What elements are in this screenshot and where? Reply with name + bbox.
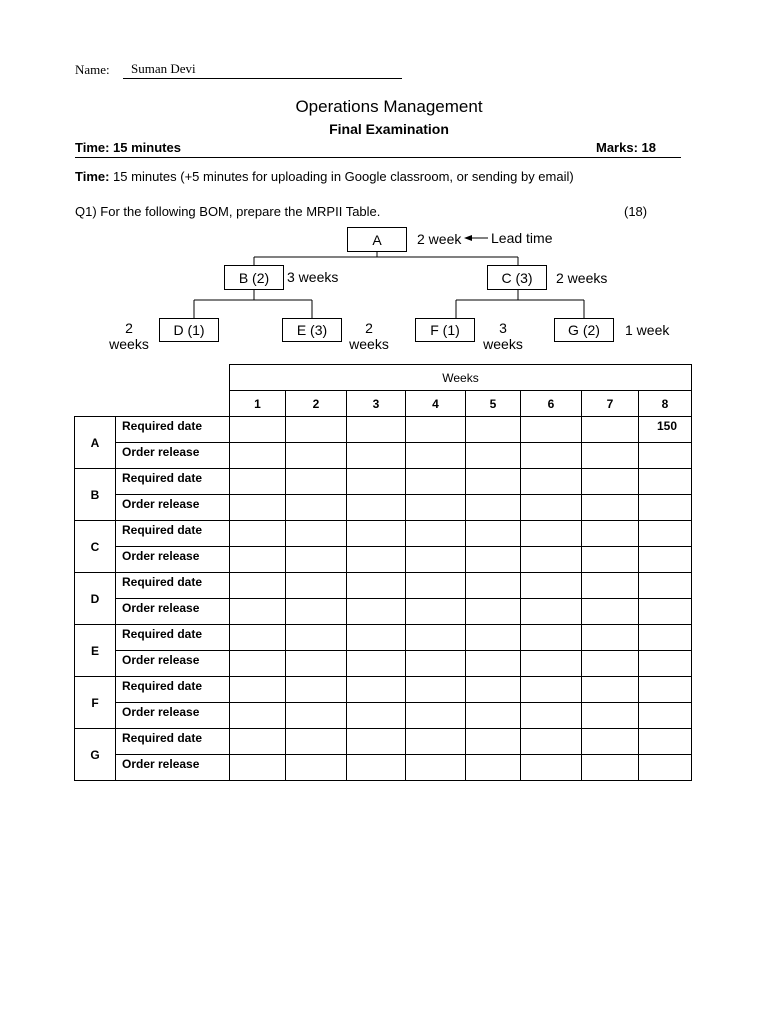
bom-node-b-label: B (2) [238, 269, 270, 286]
order-release-cell[interactable] [406, 599, 466, 625]
required-date-cell[interactable] [406, 677, 466, 703]
week-number: 4 [406, 391, 466, 417]
required-date-cell[interactable] [639, 469, 692, 495]
order-release-cell[interactable] [406, 443, 466, 469]
order-release-cell[interactable] [582, 755, 639, 781]
order-release-cell[interactable] [230, 755, 286, 781]
weeks-header-row [75, 365, 692, 391]
order-release-cell[interactable] [286, 651, 347, 677]
order-release-label: Order release [116, 599, 230, 625]
order-release-cell[interactable] [639, 443, 692, 469]
marks-label: Marks: 18 [596, 140, 656, 155]
order-release-cell[interactable] [466, 547, 521, 573]
bom-lead-time-b: 3 weeks [287, 269, 339, 285]
time-instruction-text: 15 minutes (+5 minutes for uploading in Google classroom, or sending by email) [109, 169, 574, 184]
bom-node-g [554, 318, 614, 342]
order-release-row [75, 599, 692, 625]
week-number: 6 [521, 391, 582, 417]
required-date-cell[interactable] [521, 417, 582, 443]
item-cell: C [75, 521, 116, 573]
required-date-cell[interactable] [521, 573, 582, 599]
order-release-cell[interactable] [347, 599, 406, 625]
bom-node-d [159, 318, 219, 342]
required-date-cell[interactable] [466, 677, 521, 703]
bom-lead-time-e [344, 320, 394, 352]
required-date-label: Required date [116, 417, 230, 443]
required-date-cell[interactable] [230, 521, 286, 547]
required-date-cell[interactable] [230, 625, 286, 651]
required-date-cell[interactable] [347, 417, 406, 443]
required-date-row [75, 417, 692, 443]
order-release-cell[interactable] [521, 599, 582, 625]
order-release-cell[interactable] [230, 547, 286, 573]
order-release-cell[interactable] [582, 651, 639, 677]
bom-connectors [0, 0, 768, 364]
required-date-cell[interactable] [582, 521, 639, 547]
order-release-cell[interactable] [582, 599, 639, 625]
bom-node-c-label: C (3) [501, 269, 533, 286]
order-release-cell[interactable] [521, 651, 582, 677]
required-date-cell[interactable] [347, 469, 406, 495]
required-date-cell[interactable] [347, 677, 406, 703]
order-release-cell[interactable] [521, 755, 582, 781]
order-release-cell[interactable] [347, 495, 406, 521]
required-date-cell[interactable] [406, 729, 466, 755]
order-release-row [75, 443, 692, 469]
order-release-cell[interactable] [639, 599, 692, 625]
required-date-cell[interactable] [406, 573, 466, 599]
required-date-cell[interactable] [286, 417, 347, 443]
order-release-cell[interactable] [639, 703, 692, 729]
name-label: Name: [75, 62, 110, 77]
order-release-row [75, 703, 692, 729]
required-date-cell[interactable] [230, 729, 286, 755]
item-cell: F [75, 677, 116, 729]
required-date-cell[interactable] [466, 729, 521, 755]
order-release-cell[interactable] [582, 547, 639, 573]
order-release-cell[interactable] [286, 547, 347, 573]
required-date-cell[interactable] [582, 677, 639, 703]
week-number: 7 [582, 391, 639, 417]
time-instruction-bold: Time: [75, 169, 110, 184]
required-date-label: Required date [116, 521, 230, 547]
required-date-cell[interactable] [466, 573, 521, 599]
bom-lead-time-d-num: 2 [125, 320, 133, 336]
required-date-label: Required date [116, 677, 230, 703]
required-date-cell[interactable] [230, 469, 286, 495]
order-release-cell[interactable] [466, 443, 521, 469]
required-date-cell[interactable] [639, 677, 692, 703]
bom-lead-time-f-unit: weeks [483, 336, 523, 352]
bom-lead-time-e-unit: weeks [349, 336, 389, 352]
order-release-cell[interactable] [286, 443, 347, 469]
required-date-cell[interactable] [639, 729, 692, 755]
required-date-cell[interactable] [582, 573, 639, 599]
bom-node-g-label: G (2) [568, 322, 600, 338]
required-date-cell[interactable] [230, 573, 286, 599]
required-date-cell[interactable] [286, 521, 347, 547]
required-date-cell[interactable] [347, 729, 406, 755]
order-release-label: Order release [116, 547, 230, 573]
order-release-cell[interactable] [406, 703, 466, 729]
week-number: 2 [286, 391, 347, 417]
order-release-cell[interactable] [230, 495, 286, 521]
order-release-cell[interactable] [347, 703, 406, 729]
order-release-label: Order release [116, 651, 230, 677]
required-date-cell[interactable] [521, 729, 582, 755]
lead-time-annotation: Lead time [491, 230, 553, 246]
order-release-cell[interactable] [347, 651, 406, 677]
empty-corner-item-2 [75, 391, 116, 417]
order-release-row [75, 547, 692, 573]
order-release-cell[interactable] [521, 703, 582, 729]
item-cell: G [75, 729, 116, 781]
order-release-cell[interactable] [582, 495, 639, 521]
item-cell: A [75, 417, 116, 469]
required-date-cell[interactable] [466, 417, 521, 443]
order-release-cell[interactable] [286, 495, 347, 521]
bom-lead-time-a: 2 week [417, 231, 462, 247]
order-release-cell[interactable] [406, 495, 466, 521]
required-date-cell[interactable] [582, 625, 639, 651]
item-cell: B [75, 469, 116, 521]
order-release-cell[interactable] [639, 547, 692, 573]
weeks-header: Weeks [230, 365, 692, 391]
empty-corner-label-2 [116, 391, 230, 417]
required-date-cell[interactable]: 150 [639, 417, 692, 443]
page-title: Operations Management [295, 97, 483, 116]
order-release-cell[interactable] [521, 495, 582, 521]
order-release-label: Order release [116, 755, 230, 781]
order-release-cell[interactable] [639, 651, 692, 677]
order-release-cell[interactable] [639, 755, 692, 781]
required-date-row [75, 677, 692, 703]
required-date-cell[interactable] [286, 625, 347, 651]
order-release-cell[interactable] [230, 443, 286, 469]
required-date-cell[interactable] [230, 677, 286, 703]
bom-lead-time-g: 1 week [625, 322, 670, 338]
bom-lead-time-d [104, 320, 154, 352]
required-date-cell[interactable] [521, 625, 582, 651]
question-text: Q1) For the following BOM, prepare the MRPII Table. [75, 204, 381, 219]
bom-lead-time-d-unit: weeks [109, 336, 149, 352]
required-date-row [75, 625, 692, 651]
required-date-cell[interactable] [582, 417, 639, 443]
name-value: Suman Devi [131, 61, 196, 76]
required-date-cell[interactable] [582, 729, 639, 755]
order-release-cell[interactable] [466, 703, 521, 729]
page-subtitle: Final Examination [329, 121, 449, 137]
order-release-label: Order release [116, 703, 230, 729]
bom-node-e [282, 318, 342, 342]
order-release-cell[interactable] [466, 651, 521, 677]
empty-corner-item [75, 365, 116, 391]
required-date-cell[interactable] [466, 469, 521, 495]
item-cell: E [75, 625, 116, 677]
required-date-cell[interactable] [521, 677, 582, 703]
required-date-cell[interactable] [639, 521, 692, 547]
order-release-cell[interactable] [582, 443, 639, 469]
order-release-label: Order release [116, 443, 230, 469]
required-date-cell[interactable] [347, 521, 406, 547]
required-date-row [75, 729, 692, 755]
required-date-row [75, 573, 692, 599]
bom-node-b [224, 265, 284, 290]
bom-lead-time-c: 2 weeks [556, 270, 608, 286]
bom-node-e-label: E (3) [296, 322, 328, 338]
order-release-cell[interactable] [406, 651, 466, 677]
required-date-cell[interactable] [286, 677, 347, 703]
order-release-label: Order release [116, 495, 230, 521]
bom-lead-time-f-num: 3 [499, 320, 507, 336]
order-release-cell[interactable] [286, 599, 347, 625]
order-release-cell[interactable] [406, 547, 466, 573]
required-date-cell[interactable] [286, 573, 347, 599]
required-date-cell[interactable] [230, 417, 286, 443]
order-release-cell[interactable] [521, 443, 582, 469]
bom-lead-time-f [478, 320, 528, 352]
required-date-cell[interactable] [466, 625, 521, 651]
required-date-label: Required date [116, 625, 230, 651]
order-release-row [75, 651, 692, 677]
required-date-label: Required date [116, 729, 230, 755]
required-date-label: Required date [116, 469, 230, 495]
required-date-cell[interactable] [639, 573, 692, 599]
required-date-cell[interactable] [347, 573, 406, 599]
bom-lead-time-e-num: 2 [365, 320, 373, 336]
bom-node-a [347, 227, 407, 252]
bom-node-c [487, 265, 547, 290]
order-release-cell[interactable] [466, 599, 521, 625]
order-release-row [75, 495, 692, 521]
mrp-table [74, 364, 692, 781]
bom-node-f-label: F (1) [430, 322, 460, 338]
required-date-cell[interactable] [521, 469, 582, 495]
order-release-cell[interactable] [347, 443, 406, 469]
required-date-cell[interactable] [406, 625, 466, 651]
order-release-cell[interactable] [286, 703, 347, 729]
time-label: Time: 15 minutes [75, 140, 181, 155]
bom-node-a-label: A [372, 231, 382, 248]
week-numbers-row [75, 391, 692, 417]
required-date-cell[interactable] [406, 469, 466, 495]
required-date-cell[interactable] [286, 729, 347, 755]
week-number: 5 [466, 391, 521, 417]
order-release-cell[interactable] [230, 703, 286, 729]
required-date-cell[interactable] [466, 521, 521, 547]
required-date-cell[interactable] [639, 625, 692, 651]
required-date-row [75, 469, 692, 495]
order-release-cell[interactable] [286, 755, 347, 781]
order-release-cell[interactable] [521, 547, 582, 573]
bom-node-f [415, 318, 475, 342]
order-release-cell[interactable] [406, 755, 466, 781]
week-number: 3 [347, 391, 406, 417]
order-release-cell[interactable] [466, 495, 521, 521]
order-release-cell[interactable] [639, 495, 692, 521]
order-release-row [75, 755, 692, 781]
required-date-row [75, 521, 692, 547]
required-date-cell[interactable] [521, 521, 582, 547]
order-release-cell[interactable] [466, 755, 521, 781]
item-cell: D [75, 573, 116, 625]
required-date-cell[interactable] [406, 521, 466, 547]
week-number: 1 [230, 391, 286, 417]
question-marks: (18) [624, 204, 648, 219]
required-date-cell[interactable] [286, 469, 347, 495]
required-date-cell[interactable] [406, 417, 466, 443]
required-date-cell[interactable] [582, 469, 639, 495]
empty-corner-label [116, 365, 230, 391]
required-date-label: Required date [116, 573, 230, 599]
week-number: 8 [639, 391, 692, 417]
required-date-cell[interactable] [347, 625, 406, 651]
order-release-cell[interactable] [347, 755, 406, 781]
lead-time-arrow-head [464, 235, 472, 241]
order-release-cell[interactable] [347, 547, 406, 573]
bom-node-d-label: D (1) [173, 322, 205, 338]
order-release-cell[interactable] [230, 599, 286, 625]
order-release-cell[interactable] [230, 651, 286, 677]
order-release-cell[interactable] [582, 703, 639, 729]
